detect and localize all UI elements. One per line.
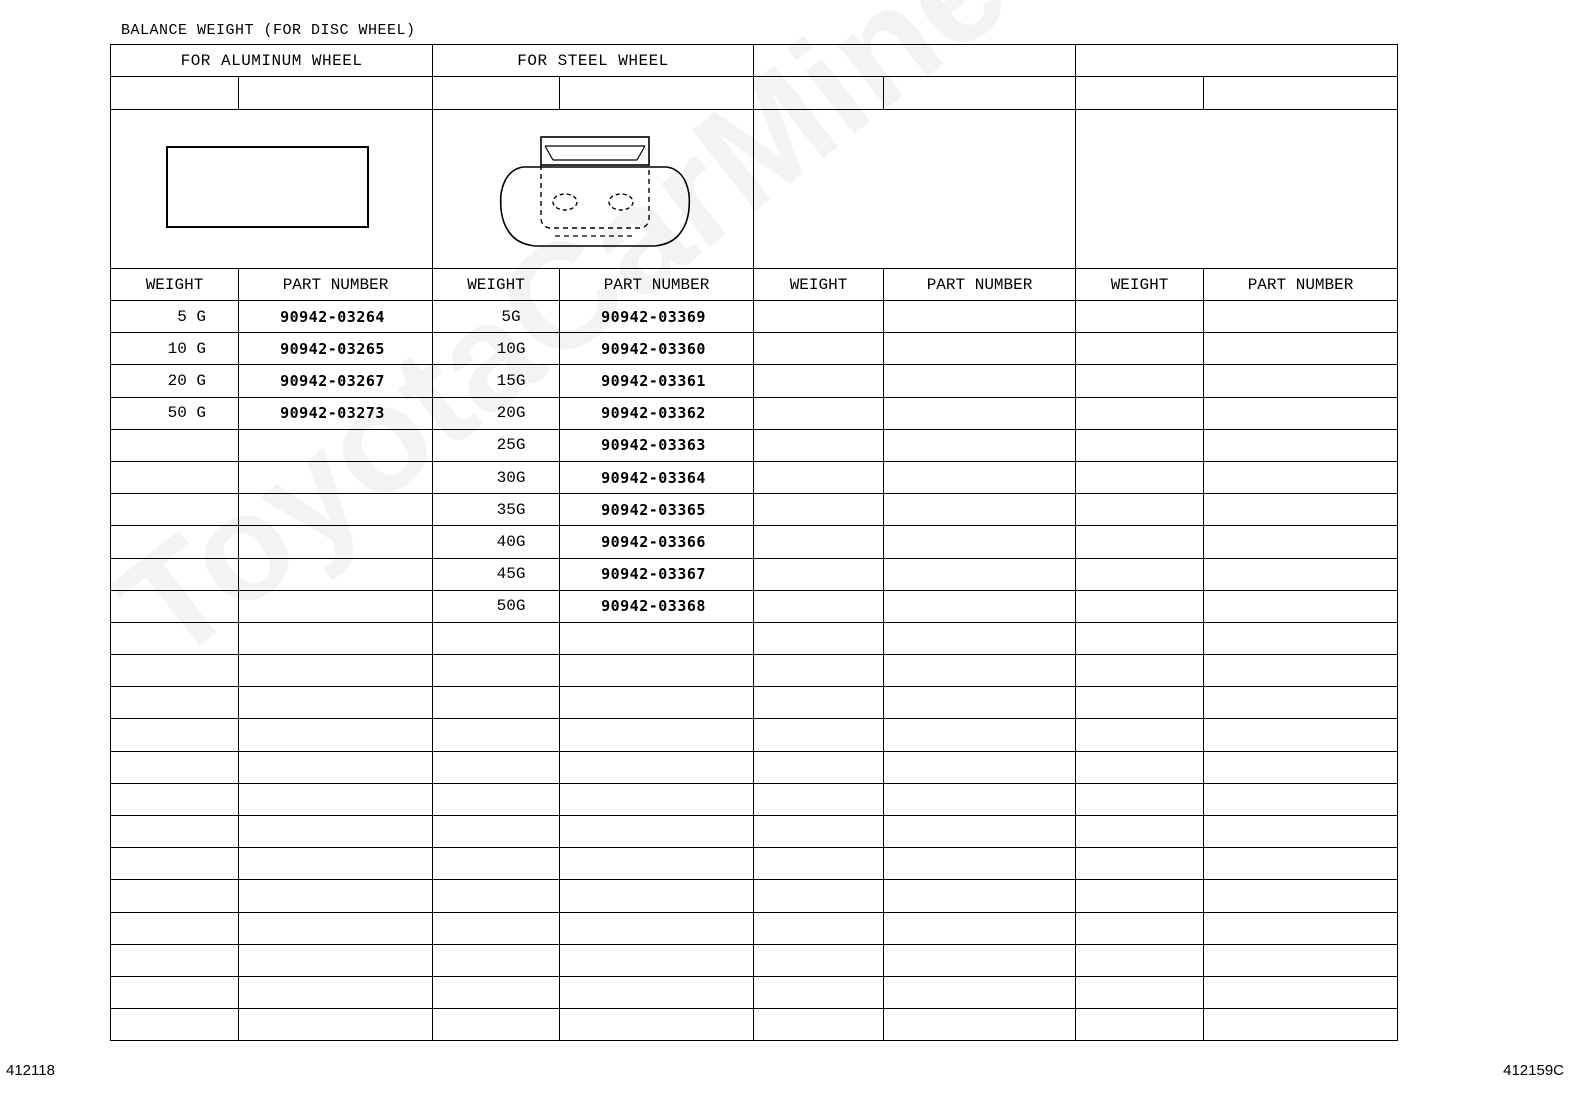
aluminum-weight-cell bbox=[111, 816, 239, 848]
steel-part-number-cell: 90942-03361 bbox=[560, 365, 754, 397]
empty-cell bbox=[1076, 429, 1204, 461]
column-header-part-number: PART NUMBER bbox=[884, 269, 1076, 301]
steel-weight-cell bbox=[433, 622, 560, 654]
empty-cell bbox=[1076, 558, 1204, 590]
steel-part-number-cell bbox=[560, 1009, 754, 1041]
aluminum-weight-cell bbox=[111, 783, 239, 815]
steel-part-number-cell: 90942-03369 bbox=[560, 301, 754, 333]
empty-cell bbox=[884, 558, 1076, 590]
empty-cell bbox=[754, 976, 884, 1008]
empty-cell bbox=[1076, 397, 1204, 429]
column-header-weight: WEIGHT bbox=[433, 269, 560, 301]
empty-cell bbox=[884, 301, 1076, 333]
empty-cell bbox=[754, 397, 884, 429]
empty-cell bbox=[1204, 397, 1398, 429]
empty-cell bbox=[754, 622, 884, 654]
steel-part-number-cell: 90942-03363 bbox=[560, 429, 754, 461]
blank-cell bbox=[1204, 77, 1398, 110]
aluminum-part-number-cell: 90942-03273 bbox=[239, 397, 433, 429]
reference-code-left: 412118 bbox=[6, 1062, 55, 1079]
empty-cell bbox=[1076, 622, 1204, 654]
aluminum-weight-cell bbox=[111, 912, 239, 944]
aluminum-part-number-cell bbox=[239, 912, 433, 944]
aluminum-part-number-cell bbox=[239, 1009, 433, 1041]
column-header-weight: WEIGHT bbox=[1076, 269, 1204, 301]
aluminum-part-number-cell bbox=[239, 590, 433, 622]
blank-cell bbox=[111, 77, 239, 110]
empty-cell bbox=[1076, 301, 1204, 333]
aluminum-part-number-cell bbox=[239, 719, 433, 751]
empty-cell bbox=[884, 397, 1076, 429]
empty-cell bbox=[1204, 848, 1398, 880]
empty-cell bbox=[1076, 1009, 1204, 1041]
steel-part-number-cell bbox=[560, 622, 754, 654]
aluminum-weight-cell bbox=[111, 526, 239, 558]
steel-weight-cell: 30G bbox=[433, 461, 560, 493]
empty-cell bbox=[884, 912, 1076, 944]
empty-cell bbox=[884, 751, 1076, 783]
empty-cell bbox=[1204, 1009, 1398, 1041]
empty-cell bbox=[884, 976, 1076, 1008]
empty-cell bbox=[1204, 526, 1398, 558]
reference-code-right: 412159C bbox=[1503, 1062, 1564, 1079]
empty-cell bbox=[754, 1009, 884, 1041]
steel-weight-cell: 25G bbox=[433, 429, 560, 461]
steel-weight-cell bbox=[433, 655, 560, 687]
steel-weight-cell bbox=[433, 944, 560, 976]
empty-cell bbox=[1076, 848, 1204, 880]
empty-cell bbox=[884, 333, 1076, 365]
column-header-part-number: PART NUMBER bbox=[560, 269, 754, 301]
steel-weight-cell: 10G bbox=[433, 333, 560, 365]
empty-cell bbox=[1204, 976, 1398, 1008]
aluminum-weight-cell bbox=[111, 622, 239, 654]
empty-cell bbox=[1076, 719, 1204, 751]
table-row bbox=[111, 912, 1398, 944]
empty-cell bbox=[884, 944, 1076, 976]
aluminum-part-number-cell: 90942-03264 bbox=[239, 301, 433, 333]
empty-cell bbox=[1076, 333, 1204, 365]
steel-part-number-cell bbox=[560, 976, 754, 1008]
balance-weight-table bbox=[110, 44, 1398, 1041]
empty-cell bbox=[754, 301, 884, 333]
aluminum-part-number-cell bbox=[239, 655, 433, 687]
steel-weight-cell bbox=[433, 976, 560, 1008]
blank-cell bbox=[560, 77, 754, 110]
empty-cell bbox=[884, 429, 1076, 461]
empty-cell bbox=[1076, 526, 1204, 558]
aluminum-weight-cell bbox=[111, 494, 239, 526]
empty-cell bbox=[754, 783, 884, 815]
empty-cell bbox=[884, 526, 1076, 558]
table-row bbox=[111, 558, 1398, 590]
aluminum-weight-cell bbox=[111, 558, 239, 590]
steel-weight-cell bbox=[433, 880, 560, 912]
column-header-part-number: PART NUMBER bbox=[239, 269, 433, 301]
empty-cell bbox=[1076, 494, 1204, 526]
steel-part-number-cell bbox=[560, 687, 754, 719]
aluminum-part-number-cell bbox=[239, 558, 433, 590]
empty-cell bbox=[1076, 880, 1204, 912]
table-body bbox=[111, 301, 1398, 1041]
steel-weight-cell: 5G bbox=[433, 301, 560, 333]
aluminum-weight-cell bbox=[111, 880, 239, 912]
aluminum-weight-shape bbox=[166, 146, 369, 228]
empty-cell bbox=[1204, 590, 1398, 622]
empty-cell bbox=[754, 333, 884, 365]
steel-part-number-cell bbox=[560, 880, 754, 912]
blank-cell bbox=[754, 77, 884, 110]
empty-cell bbox=[1204, 429, 1398, 461]
table-row bbox=[111, 590, 1398, 622]
steel-part-number-cell: 90942-03365 bbox=[560, 494, 754, 526]
fourth-illustration-cell bbox=[1076, 110, 1398, 269]
steel-part-number-cell bbox=[560, 848, 754, 880]
empty-cell bbox=[1204, 912, 1398, 944]
column-header-weight: WEIGHT bbox=[111, 269, 239, 301]
aluminum-part-number-cell bbox=[239, 976, 433, 1008]
aluminum-weight-cell bbox=[111, 1009, 239, 1041]
aluminum-weight-cell: 10 G bbox=[111, 333, 239, 365]
aluminum-part-number-cell bbox=[239, 783, 433, 815]
aluminum-weight-cell bbox=[111, 848, 239, 880]
aluminum-weight-cell bbox=[111, 719, 239, 751]
empty-cell bbox=[754, 848, 884, 880]
empty-cell bbox=[884, 687, 1076, 719]
empty-cell bbox=[754, 365, 884, 397]
table-row bbox=[111, 622, 1398, 654]
aluminum-weight-cell bbox=[111, 461, 239, 493]
steel-weight-cell bbox=[433, 816, 560, 848]
column-header-part-number: PART NUMBER bbox=[1204, 269, 1398, 301]
empty-cell bbox=[884, 655, 1076, 687]
aluminum-part-number-cell bbox=[239, 848, 433, 880]
table-row bbox=[111, 494, 1398, 526]
steel-part-number-cell: 90942-03368 bbox=[560, 590, 754, 622]
empty-cell bbox=[1076, 976, 1204, 1008]
steel-weight-cell bbox=[433, 751, 560, 783]
empty-cell bbox=[1204, 751, 1398, 783]
table-row bbox=[111, 301, 1398, 333]
steel-part-number-cell bbox=[560, 816, 754, 848]
table-row bbox=[111, 655, 1398, 687]
aluminum-part-number-cell: 90942-03265 bbox=[239, 333, 433, 365]
table-row bbox=[111, 848, 1398, 880]
empty-cell bbox=[1076, 687, 1204, 719]
aluminum-weight-cell bbox=[111, 655, 239, 687]
empty-cell bbox=[1204, 333, 1398, 365]
table-row bbox=[111, 816, 1398, 848]
table-row bbox=[111, 333, 1398, 365]
section-fourth-header bbox=[1076, 45, 1398, 77]
steel-part-number-cell bbox=[560, 944, 754, 976]
steel-weight-cell: 35G bbox=[433, 494, 560, 526]
aluminum-part-number-cell bbox=[239, 880, 433, 912]
empty-cell bbox=[884, 783, 1076, 815]
section-third-header bbox=[754, 45, 1076, 77]
table-row bbox=[111, 687, 1398, 719]
empty-cell bbox=[1076, 783, 1204, 815]
empty-cell bbox=[754, 590, 884, 622]
empty-cell bbox=[754, 461, 884, 493]
empty-cell bbox=[1076, 365, 1204, 397]
column-header-weight: WEIGHT bbox=[754, 269, 884, 301]
aluminum-weight-cell bbox=[111, 751, 239, 783]
empty-cell bbox=[1076, 461, 1204, 493]
table-row bbox=[111, 526, 1398, 558]
empty-cell bbox=[884, 494, 1076, 526]
steel-part-number-cell bbox=[560, 719, 754, 751]
empty-cell bbox=[754, 429, 884, 461]
empty-cell bbox=[1204, 880, 1398, 912]
aluminum-weight-cell bbox=[111, 944, 239, 976]
aluminum-part-number-cell: 90942-03267 bbox=[239, 365, 433, 397]
empty-cell bbox=[884, 365, 1076, 397]
empty-cell bbox=[1076, 590, 1204, 622]
aluminum-weight-cell: 5 G bbox=[111, 301, 239, 333]
aluminum-part-number-cell bbox=[239, 494, 433, 526]
empty-cell bbox=[754, 558, 884, 590]
steel-part-number-cell: 90942-03366 bbox=[560, 526, 754, 558]
empty-cell bbox=[1204, 365, 1398, 397]
table-row bbox=[111, 944, 1398, 976]
aluminum-part-number-cell bbox=[239, 944, 433, 976]
document-title: BALANCE WEIGHT (FOR DISC WHEEL) bbox=[121, 22, 416, 39]
empty-cell bbox=[884, 1009, 1076, 1041]
steel-weight-cell: 45G bbox=[433, 558, 560, 590]
steel-weight-cell bbox=[433, 783, 560, 815]
empty-cell bbox=[884, 880, 1076, 912]
steel-part-number-cell: 90942-03360 bbox=[560, 333, 754, 365]
blank-cell bbox=[884, 77, 1076, 110]
blank-cell bbox=[433, 77, 560, 110]
steel-weight-cell bbox=[433, 848, 560, 880]
steel-part-number-cell bbox=[560, 783, 754, 815]
aluminum-part-number-cell bbox=[239, 687, 433, 719]
table-row bbox=[111, 751, 1398, 783]
aluminum-part-number-cell bbox=[239, 461, 433, 493]
aluminum-part-number-cell bbox=[239, 816, 433, 848]
empty-cell bbox=[1204, 558, 1398, 590]
empty-cell bbox=[1076, 655, 1204, 687]
table-row bbox=[111, 365, 1398, 397]
steel-weight-cell: 50G bbox=[433, 590, 560, 622]
empty-cell bbox=[884, 719, 1076, 751]
table-row bbox=[111, 976, 1398, 1008]
steel-weight-cell: 40G bbox=[433, 526, 560, 558]
empty-cell bbox=[754, 816, 884, 848]
aluminum-weight-illustration bbox=[111, 110, 433, 269]
aluminum-part-number-cell bbox=[239, 751, 433, 783]
steel-part-number-cell: 90942-03362 bbox=[560, 397, 754, 429]
aluminum-weight-cell: 20 G bbox=[111, 365, 239, 397]
steel-weight-cell: 20G bbox=[433, 397, 560, 429]
section-aluminum-header: FOR ALUMINUM WHEEL bbox=[111, 45, 433, 77]
empty-cell bbox=[754, 751, 884, 783]
steel-weight-cell bbox=[433, 687, 560, 719]
third-illustration-cell bbox=[754, 110, 1076, 269]
empty-cell bbox=[1204, 944, 1398, 976]
aluminum-weight-cell bbox=[111, 687, 239, 719]
steel-weight-cell: 15G bbox=[433, 365, 560, 397]
aluminum-weight-cell bbox=[111, 976, 239, 1008]
empty-cell bbox=[884, 590, 1076, 622]
empty-cell bbox=[754, 912, 884, 944]
steel-weight-illustration bbox=[433, 110, 754, 269]
section-steel-header: FOR STEEL WHEEL bbox=[433, 45, 754, 77]
empty-cell bbox=[1204, 816, 1398, 848]
empty-cell bbox=[754, 494, 884, 526]
empty-cell bbox=[1076, 912, 1204, 944]
blank-cell bbox=[239, 77, 433, 110]
aluminum-part-number-cell bbox=[239, 622, 433, 654]
aluminum-part-number-cell bbox=[239, 429, 433, 461]
table-row bbox=[111, 461, 1398, 493]
steel-weight-clip-icon bbox=[495, 132, 695, 252]
empty-cell bbox=[754, 655, 884, 687]
table-row bbox=[111, 397, 1398, 429]
table-row bbox=[111, 429, 1398, 461]
empty-cell bbox=[1204, 622, 1398, 654]
empty-cell bbox=[1076, 816, 1204, 848]
empty-cell bbox=[1204, 494, 1398, 526]
empty-cell bbox=[754, 687, 884, 719]
steel-weight-cell bbox=[433, 912, 560, 944]
empty-cell bbox=[884, 848, 1076, 880]
steel-part-number-cell: 90942-03367 bbox=[560, 558, 754, 590]
aluminum-part-number-cell bbox=[239, 526, 433, 558]
empty-cell bbox=[1204, 461, 1398, 493]
empty-cell bbox=[1204, 687, 1398, 719]
table-row bbox=[111, 1009, 1398, 1041]
table-row bbox=[111, 880, 1398, 912]
empty-cell bbox=[754, 526, 884, 558]
table-row bbox=[111, 719, 1398, 751]
empty-cell bbox=[1076, 751, 1204, 783]
empty-cell bbox=[1204, 655, 1398, 687]
steel-part-number-cell bbox=[560, 751, 754, 783]
aluminum-weight-cell bbox=[111, 429, 239, 461]
empty-cell bbox=[1204, 783, 1398, 815]
steel-weight-cell bbox=[433, 719, 560, 751]
empty-cell bbox=[754, 944, 884, 976]
empty-cell bbox=[1204, 719, 1398, 751]
aluminum-weight-cell bbox=[111, 590, 239, 622]
aluminum-weight-cell: 50 G bbox=[111, 397, 239, 429]
empty-cell bbox=[1076, 944, 1204, 976]
steel-part-number-cell: 90942-03364 bbox=[560, 461, 754, 493]
table-row bbox=[111, 783, 1398, 815]
empty-cell bbox=[884, 461, 1076, 493]
empty-cell bbox=[884, 622, 1076, 654]
empty-cell bbox=[754, 880, 884, 912]
empty-cell bbox=[754, 719, 884, 751]
steel-part-number-cell bbox=[560, 655, 754, 687]
steel-part-number-cell bbox=[560, 912, 754, 944]
empty-cell bbox=[884, 816, 1076, 848]
blank-cell bbox=[1076, 77, 1204, 110]
empty-cell bbox=[1204, 301, 1398, 333]
steel-weight-cell bbox=[433, 1009, 560, 1041]
